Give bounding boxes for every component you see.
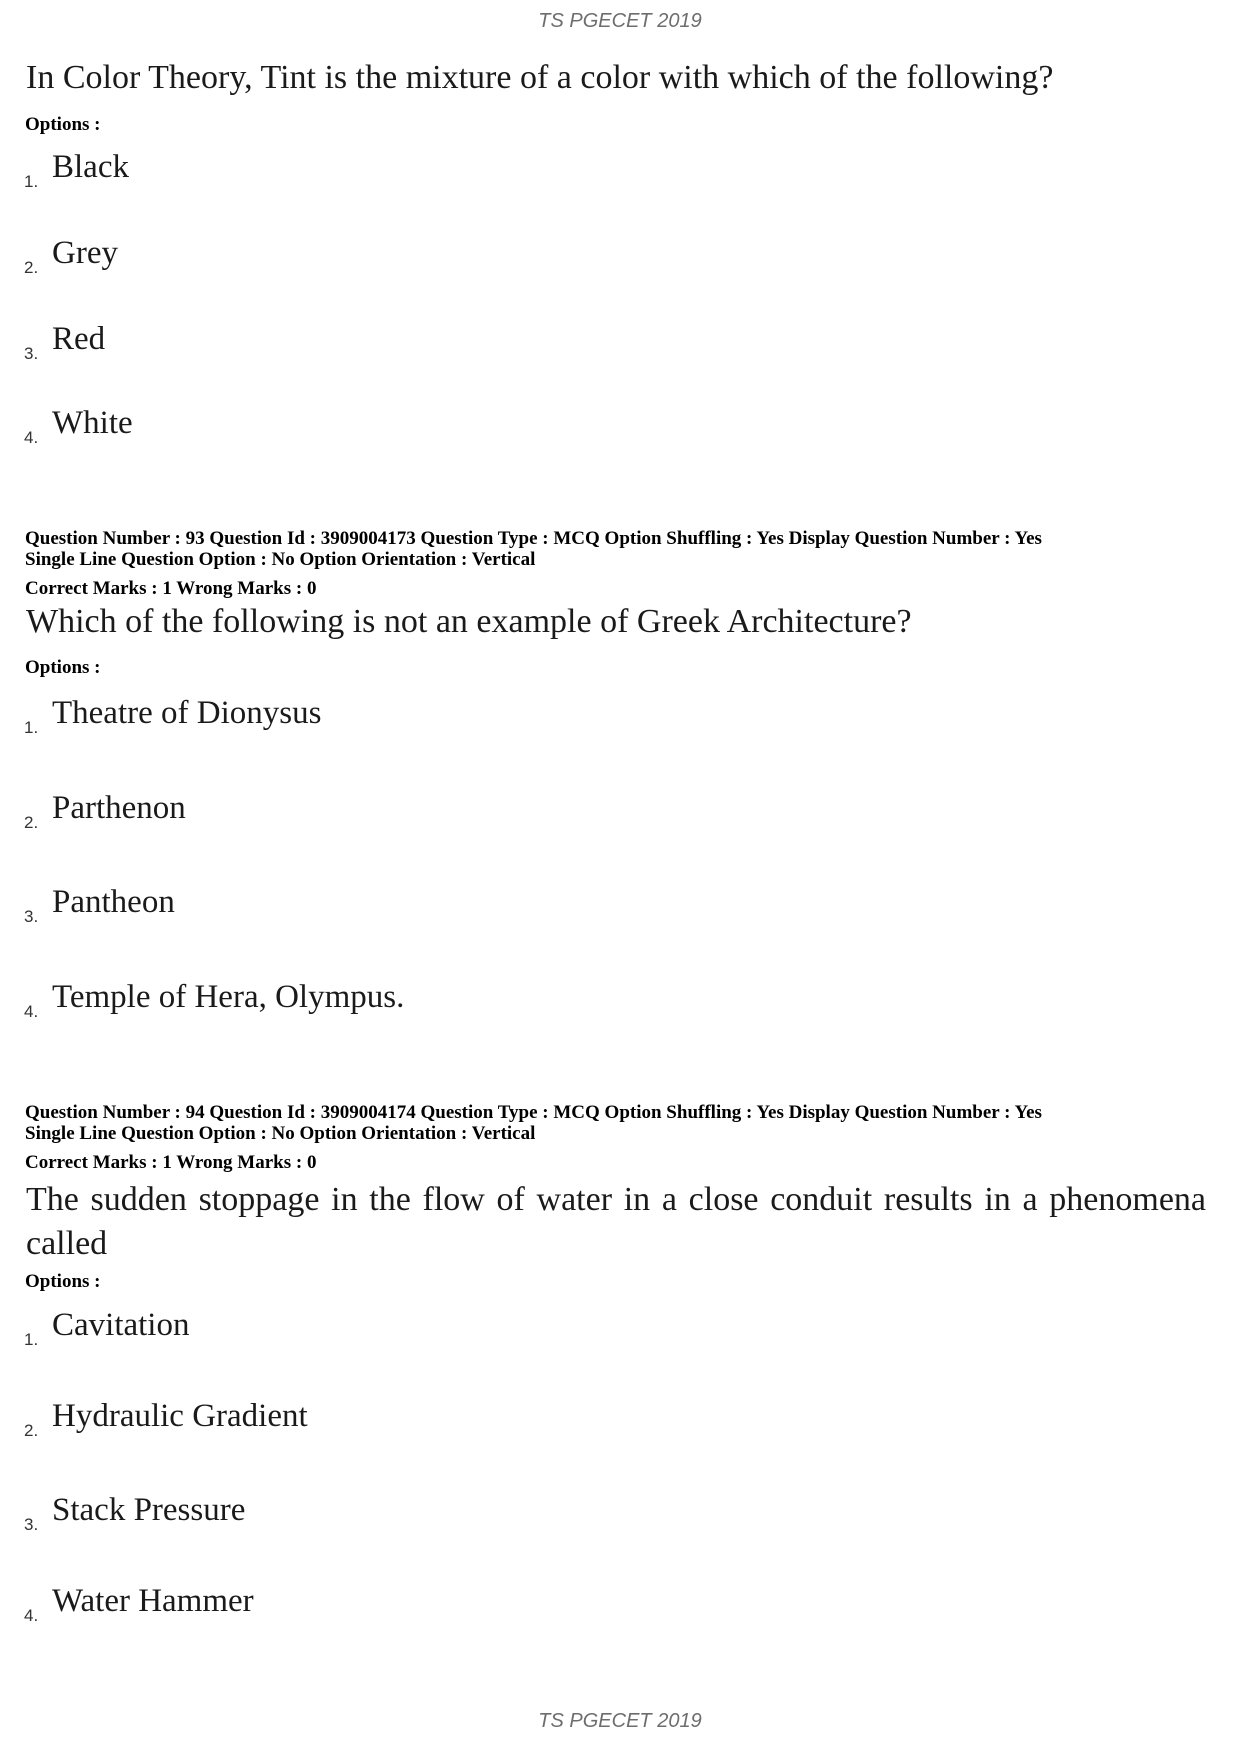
page-footer: TS PGECET 2019: [538, 1710, 702, 1732]
question-text-93: Which of the following is not an example of Greek Architecture?: [26, 603, 912, 640]
options-label: Options :: [25, 657, 101, 678]
page-header: TS PGECET 2019: [538, 10, 702, 32]
option-number: 2.: [24, 1421, 39, 1440]
option-text: Pantheon: [52, 884, 175, 920]
option-text: Water Hammer: [52, 1583, 254, 1619]
option-number: 4.: [24, 428, 39, 447]
option-number: 2.: [24, 258, 39, 277]
question-marks-93: Correct Marks : 1 Wrong Marks : 0: [25, 578, 317, 599]
option-number: 2.: [24, 813, 39, 832]
question-meta-93-line2: Single Line Question Option : No Option Orientation : Vertical: [25, 549, 536, 570]
option-number: 3.: [24, 1515, 39, 1534]
options-label: Options :: [25, 1271, 101, 1292]
option-number: 1.: [24, 172, 39, 191]
option-text: Black: [52, 149, 129, 185]
option-text: Stack Pressure: [52, 1492, 246, 1528]
option-text: White: [52, 405, 133, 441]
option-text: Temple of Hera, Olympus.: [52, 979, 405, 1015]
option-number: 4.: [24, 1002, 39, 1021]
options-label: Options :: [25, 114, 101, 135]
option-number: 1.: [24, 718, 39, 737]
option-text: Hydraulic Gradient: [52, 1398, 308, 1434]
question-marks-94: Correct Marks : 1 Wrong Marks : 0: [25, 1152, 317, 1173]
option-text: Theatre of Dionysus: [52, 695, 322, 731]
option-number: 3.: [24, 344, 39, 363]
question-text-94: The sudden stoppage in the flow of water in a close conduit results in a phenomena called: [26, 1181, 1206, 1262]
option-text: Cavitation: [52, 1307, 190, 1343]
option-text: Red: [52, 321, 106, 357]
option-number: 4.: [24, 1606, 39, 1625]
question-text-92: In Color Theory, Tint is the mixture of a color with which of the following?: [26, 59, 1054, 96]
option-number: 3.: [24, 907, 39, 926]
option-text: Grey: [52, 235, 118, 271]
question-meta-94: Question Number : 94 Question Id : 3909004174 Question Type : MCQ Option Shuffling : Yes Display Question Number : Yes: [25, 1102, 1042, 1123]
option-text: Parthenon: [52, 790, 186, 826]
question-meta-94-line2: Single Line Question Option : No Option Orientation : Vertical: [25, 1123, 536, 1144]
question-meta-93: Question Number : 93 Question Id : 3909004173 Question Type : MCQ Option Shuffling : Yes Display Question Number : Yes: [25, 528, 1042, 549]
option-number: 1.: [24, 1330, 39, 1349]
